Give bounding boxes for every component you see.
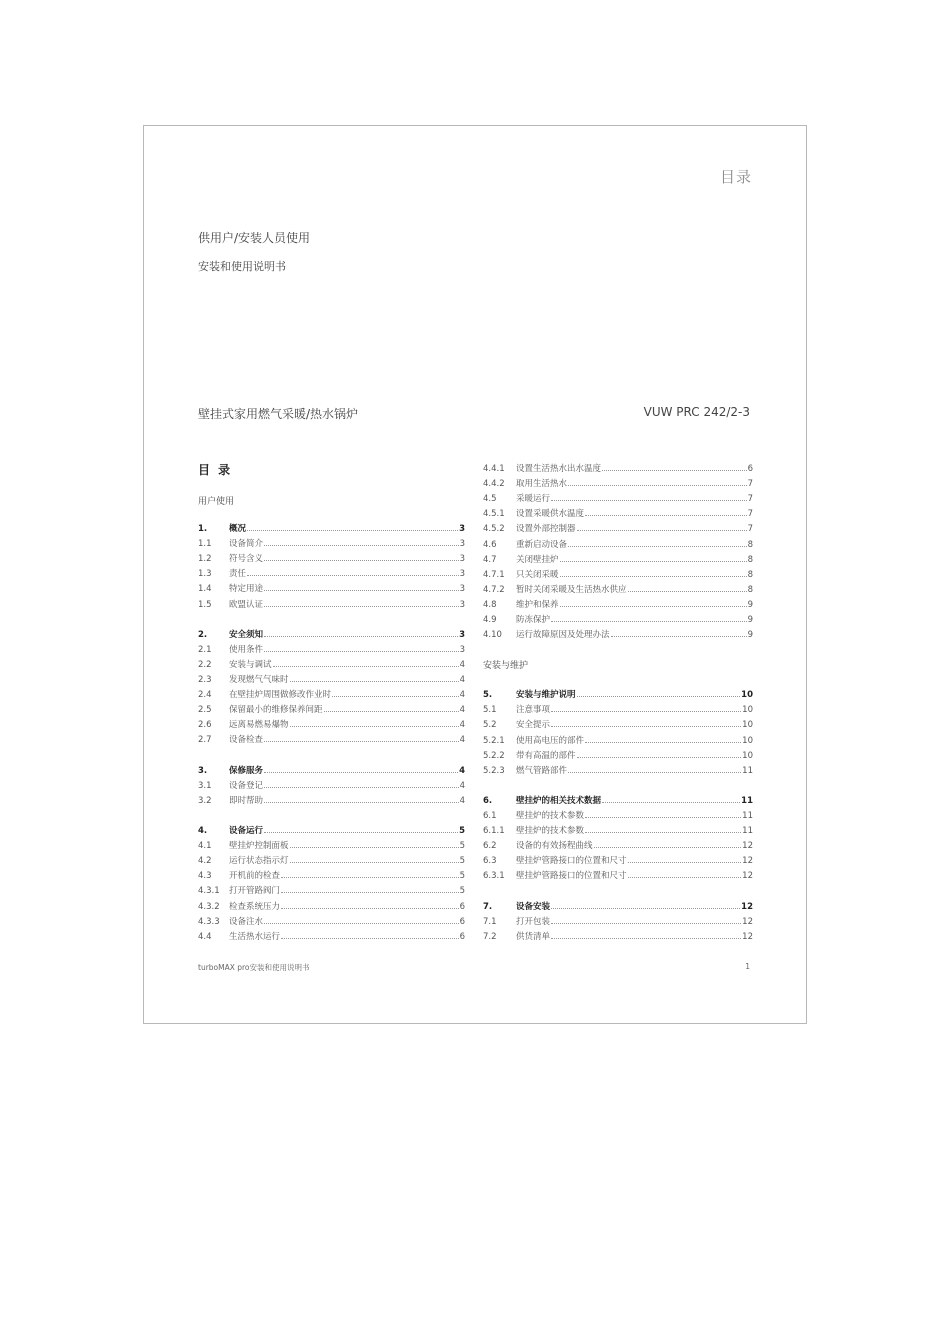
document-page xyxy=(143,125,807,1024)
toc-entry-title: 只关闭采暖 xyxy=(516,569,559,580)
toc-entry-title: 暂时关闭采暖及生活热水供应 xyxy=(516,584,627,595)
toc-entry[interactable] xyxy=(483,915,753,929)
toc-entry-title: 概况 xyxy=(229,524,247,534)
toc-leader-dots xyxy=(551,900,740,909)
toc-leader-dots xyxy=(551,930,741,939)
toc-entry[interactable] xyxy=(483,869,753,883)
toc-entry-page: 3 xyxy=(459,629,465,640)
toc-entry-page: 11 xyxy=(742,811,753,821)
toc-entry-page: 4 xyxy=(459,780,465,791)
toc-section-install: 安装与维护 xyxy=(483,661,529,672)
toc-entry-number: 1.2 xyxy=(198,554,212,565)
toc-entry-number: 2.1 xyxy=(198,644,212,655)
toc-entry-page: 12 xyxy=(741,901,753,912)
toc-leader-dots xyxy=(594,839,742,848)
toc-leader-dots xyxy=(560,553,747,562)
toc-entry-number: 6. xyxy=(483,795,493,806)
toc-entry-number: 7.1 xyxy=(483,916,497,927)
toc-entry[interactable] xyxy=(198,839,465,853)
toc-entry-number: 1.3 xyxy=(198,569,212,580)
toc-leader-dots xyxy=(551,718,741,727)
toc-entry[interactable] xyxy=(198,884,465,898)
toc-entry[interactable] xyxy=(483,794,753,808)
toc-entry-page: 9 xyxy=(747,599,753,610)
toc-leader-dots xyxy=(264,779,459,788)
toc-entry-number: 4.4 xyxy=(198,931,212,942)
toc-entry-page: 12 xyxy=(742,871,753,882)
toc-entry-title: 壁挂炉控制面板 xyxy=(229,841,289,852)
toc-entry-number: 4.8 xyxy=(483,599,497,610)
toc-entry-title: 设置外部控制器 xyxy=(516,524,576,535)
toc-entry[interactable] xyxy=(198,718,465,732)
toc-entry-number: 4.3.1 xyxy=(198,886,220,897)
toc-entry-title: 责任 xyxy=(229,569,247,580)
toc-entry[interactable] xyxy=(198,673,465,687)
toc-entry-number: 7. xyxy=(483,901,493,912)
toc-entry-number: 4.2 xyxy=(198,856,212,867)
toc-entry-title: 壁挂炉管路接口的位置和尺寸 xyxy=(516,856,627,867)
toc-entry-page: 5 xyxy=(459,886,465,897)
toc-leader-dots xyxy=(247,567,459,576)
toc-entry[interactable] xyxy=(198,869,465,883)
toc-entry-title: 维护和保养 xyxy=(516,599,559,610)
toc-entry-title: 符号含义 xyxy=(229,554,264,565)
toc-entry-number: 5.2.3 xyxy=(483,765,505,776)
toc-leader-dots xyxy=(281,930,459,939)
toc-entry-number: 4.5.1 xyxy=(483,509,505,520)
toc-entry-page: 4 xyxy=(459,720,465,731)
toc-entry-page: 10 xyxy=(742,705,753,716)
toc-entry[interactable] xyxy=(198,794,465,808)
toc-entry-title: 设备运行 xyxy=(229,826,264,836)
toc-entry-number: 4.3 xyxy=(198,871,212,882)
toc-entry-title: 运行状态指示灯 xyxy=(229,856,289,867)
toc-entry-page: 12 xyxy=(742,916,753,927)
toc-entry-page: 4 xyxy=(459,735,465,746)
toc-entry-page: 11 xyxy=(742,765,753,776)
toc-entry-page: 4 xyxy=(459,705,465,716)
toc-entry-number: 1.1 xyxy=(198,539,212,550)
toc-entry-page: 6 xyxy=(459,901,465,912)
toc-entry[interactable] xyxy=(198,552,465,566)
toc-entry[interactable] xyxy=(483,507,753,521)
toc-entry-page: 7 xyxy=(747,524,753,535)
toc-entry-title: 设备简介 xyxy=(229,539,264,550)
toc-entry[interactable] xyxy=(198,537,465,551)
toc-entry-number: 4.3.3 xyxy=(198,916,220,927)
toc-entry[interactable] xyxy=(198,930,465,944)
toc-entry-title: 取用生活热水 xyxy=(516,479,568,490)
toc-leader-dots xyxy=(264,552,459,561)
toc-entry[interactable] xyxy=(198,643,465,657)
toc-leader-dots xyxy=(568,538,747,547)
toc-entry[interactable] xyxy=(483,598,753,612)
toc-entry-number: 3. xyxy=(198,765,208,776)
toc-leader-dots xyxy=(264,733,459,742)
toc-entry-title: 设备安装 xyxy=(516,901,551,912)
toc-leader-dots xyxy=(585,824,741,833)
toc-leader-dots xyxy=(332,688,459,697)
toc-leader-dots xyxy=(585,734,741,743)
toc-leader-dots xyxy=(585,507,747,516)
toc-entry[interactable] xyxy=(483,477,753,491)
toc-entry-number: 3.1 xyxy=(198,780,212,791)
toc-entry[interactable] xyxy=(198,900,465,914)
toc-entry-number: 6.1.1 xyxy=(483,826,505,837)
toc-entry-number: 7.2 xyxy=(483,931,497,942)
toc-entry[interactable] xyxy=(483,718,753,732)
toc-leader-dots xyxy=(628,583,747,592)
toc-entry-number: 2.2 xyxy=(198,659,212,670)
toc-leader-dots xyxy=(602,794,740,803)
toc-entry-number: 4.1 xyxy=(198,841,212,852)
toc-entry-title: 壁挂炉的技术参数 xyxy=(516,826,585,837)
toc-entry[interactable] xyxy=(483,824,753,838)
toc-entry[interactable] xyxy=(483,930,753,944)
toc-leader-dots xyxy=(290,854,459,863)
toc-leader-dots xyxy=(264,582,459,591)
toc-entry-page: 8 xyxy=(747,554,753,565)
toc-leader-dots xyxy=(568,477,747,486)
toc-leader-dots xyxy=(568,764,741,773)
toc-entry[interactable] xyxy=(198,582,465,596)
toc-leader-dots xyxy=(281,869,459,878)
toc-entry-title: 设备检查 xyxy=(229,735,264,746)
toc-leader-dots xyxy=(611,628,747,637)
toc-entry-title: 设备注水 xyxy=(229,916,264,927)
toc-entry[interactable] xyxy=(198,703,465,717)
manual-subtitle: 安装和使用说明书 xyxy=(198,260,286,273)
toc-entry-title: 打开管路阀门 xyxy=(229,886,281,897)
toc-entry-title: 欧盟认证 xyxy=(229,599,264,610)
toc-entry[interactable] xyxy=(483,613,753,627)
toc-entry-title: 壁挂炉的相关技术数据 xyxy=(516,795,602,806)
toc-leader-dots xyxy=(264,794,459,803)
toc-entry-page: 9 xyxy=(747,615,753,625)
toc-entry-page: 8 xyxy=(747,539,753,550)
toc-entry[interactable] xyxy=(483,568,753,582)
toc-entry-page: 10 xyxy=(742,735,753,746)
toc-entry[interactable] xyxy=(483,583,753,597)
toc-leader-dots xyxy=(560,598,747,607)
toc-entry-page: 3 xyxy=(459,524,465,534)
toc-entry-title: 壁挂炉管路接口的位置和尺寸 xyxy=(516,871,627,882)
toc-entry[interactable] xyxy=(198,598,465,612)
toc-heading: 目 录 xyxy=(198,463,233,477)
toc-entry-number: 2.4 xyxy=(198,690,212,701)
toc-entry-page: 8 xyxy=(747,584,753,595)
toc-entry-number: 4.4.1 xyxy=(483,464,505,474)
toc-leader-dots xyxy=(290,718,459,727)
toc-leader-dots xyxy=(264,764,458,773)
toc-entry-title: 使用条件 xyxy=(229,644,264,655)
toc-leader-dots xyxy=(551,613,747,622)
toc-entry[interactable] xyxy=(483,734,753,748)
toc-leader-dots xyxy=(264,537,459,546)
toc-entry[interactable] xyxy=(483,492,753,506)
toc-entry[interactable] xyxy=(198,733,465,747)
footer-page-number: 1 xyxy=(745,962,750,971)
toc-entry-number: 4.4.2 xyxy=(483,479,505,490)
product-name: 壁挂式家用燃气采暖/热水锅炉 xyxy=(198,407,359,421)
toc-entry-page: 6 xyxy=(747,464,753,474)
toc-entry-title: 设置采暖供水温度 xyxy=(516,509,585,520)
toc-entry-page: 12 xyxy=(742,931,753,942)
toc-leader-dots xyxy=(628,854,742,863)
toc-entry-title: 供货清单 xyxy=(516,931,551,942)
toc-entry-title: 打开包装 xyxy=(516,916,551,927)
toc-entry-number: 2.5 xyxy=(198,705,212,716)
toc-entry[interactable] xyxy=(483,703,753,717)
toc-leader-dots xyxy=(551,492,747,501)
toc-entry-title: 设置生活热水出水温度 xyxy=(516,464,602,474)
toc-entry-page: 6 xyxy=(459,931,465,942)
toc-entry-page: 9 xyxy=(747,630,753,641)
toc-entry-title: 注意事项 xyxy=(516,705,551,716)
toc-entry[interactable] xyxy=(483,839,753,853)
toc-entry[interactable] xyxy=(483,809,753,823)
toc-entry-page: 10 xyxy=(742,720,753,731)
toc-entry-page: 4 xyxy=(459,675,465,685)
toc-entry-number: 4. xyxy=(198,826,208,836)
toc-entry-number: 1.4 xyxy=(198,584,212,595)
toc-entry[interactable] xyxy=(198,915,465,929)
toc-entry-title: 安装与维护说明 xyxy=(516,690,576,701)
toc-entry-title: 即时帮助 xyxy=(229,795,264,806)
toc-entry[interactable] xyxy=(198,522,465,536)
toc-entry-page: 3 xyxy=(459,599,465,610)
toc-leader-dots xyxy=(577,749,742,758)
toc-entry-number: 4.7.1 xyxy=(483,569,505,580)
toc-entry-page: 10 xyxy=(741,690,753,701)
toc-entry-page: 7 xyxy=(747,509,753,520)
toc-entry-number: 6.3 xyxy=(483,856,497,867)
toc-entry[interactable] xyxy=(198,779,465,793)
toc-leader-dots xyxy=(602,462,747,471)
toc-leader-dots xyxy=(264,824,458,833)
toc-entry-page: 3 xyxy=(459,569,465,580)
toc-entry-number: 2.6 xyxy=(198,720,212,731)
toc-entry[interactable] xyxy=(198,688,465,702)
toc-leader-dots xyxy=(324,703,459,712)
toc-entry-page: 10 xyxy=(742,750,753,761)
toc-entry-page: 11 xyxy=(741,795,753,806)
toc-entry-title: 生活热水运行 xyxy=(229,931,281,942)
toc-entry-page: 12 xyxy=(742,856,753,867)
toc-entry-title: 安全须知 xyxy=(229,629,264,640)
toc-entry-number: 4.10 xyxy=(483,630,502,641)
toc-entry-number: 6.3.1 xyxy=(483,871,505,882)
toc-entry[interactable] xyxy=(483,522,753,536)
model-number: VUW PRC 242/2-3 xyxy=(643,405,750,419)
toc-entry-page: 4 xyxy=(459,765,465,776)
toc-entry-page: 6 xyxy=(459,916,465,927)
toc-entry[interactable] xyxy=(198,628,465,642)
toc-entry[interactable] xyxy=(483,764,753,778)
toc-entry-page: 8 xyxy=(747,569,753,580)
toc-leader-dots xyxy=(577,688,741,697)
toc-entry[interactable] xyxy=(483,900,753,914)
toc-entry[interactable] xyxy=(483,749,753,763)
toc-leader-dots xyxy=(628,869,742,878)
toc-leader-dots xyxy=(264,628,458,637)
toc-entry[interactable] xyxy=(483,854,753,868)
toc-leader-dots xyxy=(281,900,459,909)
toc-leader-dots xyxy=(273,658,459,667)
toc-entry-title: 安装与调试 xyxy=(229,659,272,670)
toc-entry-page: 4 xyxy=(459,659,465,670)
toc-entry[interactable] xyxy=(483,538,753,552)
toc-entry-page: 3 xyxy=(459,539,465,550)
toc-entry-page: 4 xyxy=(459,690,465,701)
toc-entry-title: 燃气管路部件 xyxy=(516,765,568,776)
toc-entry-title: 远离易燃易爆物 xyxy=(229,720,289,731)
toc-entry-number: 6.2 xyxy=(483,841,497,852)
toc-leader-dots xyxy=(551,703,741,712)
toc-entry[interactable] xyxy=(483,628,753,642)
toc-entry-number: 5.2 xyxy=(483,720,497,731)
toc-entry-title: 特定用途 xyxy=(229,584,264,595)
toc-entry-page: 12 xyxy=(742,841,753,852)
toc-entry-number: 2.7 xyxy=(198,735,212,746)
toc-entry-title: 壁挂炉的技术参数 xyxy=(516,811,585,821)
toc-entry-title: 在壁挂炉周围做修改作业时 xyxy=(229,690,332,701)
toc-entry-page: 3 xyxy=(459,584,465,595)
toc-entry-title: 防冻保护 xyxy=(516,615,551,625)
toc-leader-dots xyxy=(264,915,459,924)
toc-leader-dots xyxy=(264,643,459,652)
toc-entry[interactable] xyxy=(198,824,465,838)
toc-entry-page: 3 xyxy=(459,554,465,565)
toc-leader-dots xyxy=(551,915,741,924)
toc-entry-title: 开机前的检查 xyxy=(229,871,281,882)
toc-entry-number: 4.5.2 xyxy=(483,524,505,535)
toc-entry-number: 5.2.2 xyxy=(483,750,505,761)
toc-entry-number: 2. xyxy=(198,629,208,640)
corner-title: 目录 xyxy=(719,168,752,186)
toc-entry-page: 5 xyxy=(459,871,465,882)
toc-leader-dots xyxy=(281,884,459,893)
toc-entry[interactable] xyxy=(483,462,753,476)
toc-entry-page: 5 xyxy=(459,841,465,852)
toc-entry-page: 4 xyxy=(459,795,465,806)
toc-entry-title: 使用高电压的部件 xyxy=(516,735,585,746)
toc-entry-title: 发现燃气气味时 xyxy=(229,675,289,685)
toc-entry-number: 1.5 xyxy=(198,599,212,610)
toc-entry-number: 3.2 xyxy=(198,795,212,806)
toc-leader-dots xyxy=(560,568,747,577)
toc-entry-page: 7 xyxy=(747,479,753,490)
toc-section-user: 用户使用 xyxy=(198,497,235,507)
toc-leader-dots xyxy=(247,522,458,531)
toc-entry-number: 1. xyxy=(198,524,208,534)
toc-entry-title: 运行故障原因及处理办法 xyxy=(516,630,610,641)
toc-entry[interactable] xyxy=(198,854,465,868)
toc-entry-title: 安全提示 xyxy=(516,720,551,731)
toc-entry-title: 采暖运行 xyxy=(516,494,551,505)
toc-entry[interactable] xyxy=(198,658,465,672)
toc-entry-title: 保留最小的维修保养间距 xyxy=(229,705,323,716)
toc-entry-number: 4.5 xyxy=(483,494,497,505)
toc-entry-number: 4.6 xyxy=(483,539,497,550)
toc-entry-title: 设备登记 xyxy=(229,780,264,791)
toc-leader-dots xyxy=(264,598,459,607)
toc-entry-number: 5. xyxy=(483,690,493,701)
toc-entry-page: 5 xyxy=(459,856,465,867)
toc-entry-number: 4.9 xyxy=(483,615,497,625)
toc-entry-page: 7 xyxy=(747,494,753,505)
toc-entry-number: 5.2.1 xyxy=(483,735,505,746)
toc-entry[interactable] xyxy=(198,764,465,778)
toc-leader-dots xyxy=(577,522,747,531)
audience-subtitle: 供用户/安装人员使用 xyxy=(198,231,311,245)
toc-entry[interactable] xyxy=(483,553,753,567)
toc-entry-number: 4.7 xyxy=(483,554,497,565)
toc-entry-title: 保修服务 xyxy=(229,765,264,776)
toc-entry-number: 2.3 xyxy=(198,675,212,685)
toc-entry-title: 重新启动设备 xyxy=(516,539,568,550)
toc-entry-title: 检查系统压力 xyxy=(229,901,281,912)
toc-leader-dots xyxy=(290,673,459,682)
toc-entry-number: 5.1 xyxy=(483,705,497,716)
toc-entry-number: 4.7.2 xyxy=(483,584,505,595)
toc-entry-title: 设备的有效扬程曲线 xyxy=(516,841,593,852)
footer-manual-name: turboMAX pro安装和使用说明书 xyxy=(198,963,310,972)
toc-entry-page: 3 xyxy=(459,644,465,655)
toc-entry-title: 带有高温的部件 xyxy=(516,750,576,761)
toc-entry-number: 4.3.2 xyxy=(198,901,220,912)
toc-entry-number: 6.1 xyxy=(483,811,497,821)
toc-entry-page: 11 xyxy=(742,826,753,837)
toc-entry[interactable] xyxy=(483,688,753,702)
toc-entry-title: 关闭壁挂炉 xyxy=(516,554,559,565)
toc-leader-dots xyxy=(290,839,459,848)
toc-entry[interactable] xyxy=(198,567,465,581)
toc-entry-page: 5 xyxy=(459,826,465,836)
toc-leader-dots xyxy=(585,809,741,818)
